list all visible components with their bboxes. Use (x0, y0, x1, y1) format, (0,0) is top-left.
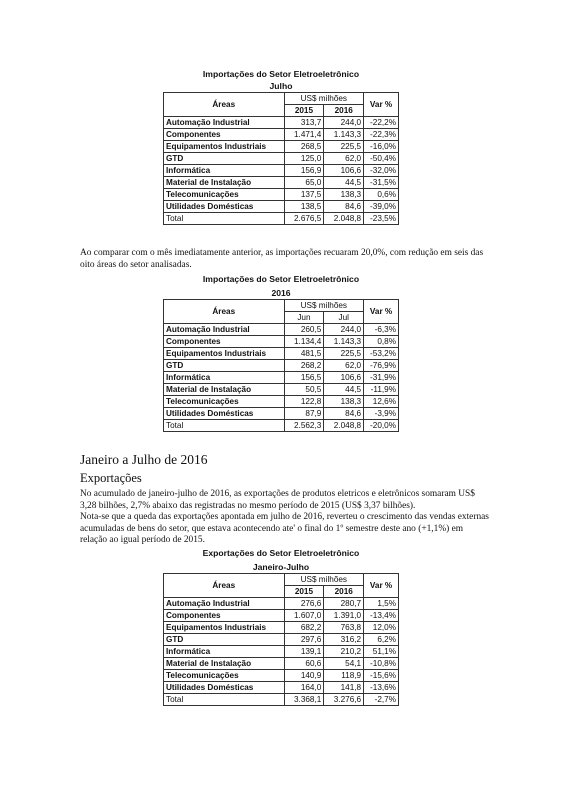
table-cell-value: 244,0 (324, 324, 364, 336)
table-cell-var: -2,7% (364, 694, 399, 706)
paragraph-imports-comparison (80, 248, 490, 271)
table-cell-value: 139,1 (284, 646, 324, 658)
table-cell-value: 682,2 (284, 622, 324, 634)
table-cell-var: -31,5% (364, 177, 399, 189)
table-cell-area: GTD (164, 634, 285, 646)
table-cell-var: -20,0% (364, 420, 399, 432)
table-cell-value: 210,2 (324, 646, 364, 658)
table-cell-value: 1.391,0 (324, 610, 364, 622)
imports-july-table-block (163, 68, 399, 225)
table-cell-value: 84,6 (324, 408, 364, 420)
table-cell-value: 1.134,4 (284, 336, 324, 348)
table-row (164, 682, 399, 694)
table-cell-value: 62,0 (324, 153, 364, 165)
table-cell-value: 138,3 (324, 189, 364, 201)
table-cell-value: 225,5 (324, 348, 364, 360)
table-cell-var: 12,6% (364, 396, 399, 408)
exports-jan-jul-table-block (163, 547, 399, 706)
table-total-row (164, 420, 399, 432)
table-cell-value: 54,1 (324, 658, 364, 670)
table-cell-value: 313,7 (284, 117, 324, 129)
table-total-row (164, 213, 399, 225)
table-cell-value: 1.143,3 (324, 336, 364, 348)
table-cell-area: Automação Industrial (164, 324, 285, 336)
table-cell-value: 118,9 (324, 670, 364, 682)
table-cell-area: Total (164, 420, 285, 432)
table-cell-var: -32,0% (364, 165, 399, 177)
column-header-group: US$ milhões (284, 574, 364, 586)
table-cell-var: -39,0% (364, 201, 399, 213)
column-header-a: 2015 (284, 105, 324, 117)
table-cell-area: Material de Instalação (164, 384, 285, 396)
table-cell-value: 106,6 (324, 372, 364, 384)
table-cell-var: -76,9% (364, 360, 399, 372)
column-header-areas: Áreas (164, 574, 285, 598)
table-cell-area: Equipamentos Industriais (164, 348, 285, 360)
table-cell-value: 106,6 (324, 165, 364, 177)
table-cell-var: 6,2% (364, 634, 399, 646)
table-cell-var: -15,6% (364, 670, 399, 682)
table-row (164, 634, 399, 646)
column-header-b: 2016 (324, 586, 364, 598)
table-cell-value: 244,0 (324, 117, 364, 129)
column-header-a: 2015 (284, 586, 324, 598)
column-header-var: Var % (364, 300, 399, 324)
table-row (164, 324, 399, 336)
paragraph-text: No acumulado de janeiro-julho de 2016, as exportações de produtos eletricos e eletrônicos somaram US$ 3,28 bilhões, 2,7% abaixo das registradas no mesmo período de 2015 (US$ 3,37 bilhões). (80, 489, 475, 511)
table-cell-area: Material de Instalação (164, 658, 285, 670)
table-title: Importações do Setor Eletroeletrônico (202, 69, 360, 79)
column-header-a: Jun (284, 312, 324, 324)
column-header-group: US$ milhões (284, 300, 364, 312)
table-cell-var: -16,0% (364, 141, 399, 153)
table-row (164, 646, 399, 658)
table-row (164, 384, 399, 396)
table-row (164, 658, 399, 670)
table-cell-var: 0,6% (364, 189, 399, 201)
table-cell-var: -53,2% (364, 348, 399, 360)
table-cell-var: -13,4% (364, 610, 399, 622)
table-cell-value: 156,9 (284, 165, 324, 177)
table-cell-area: Informática (164, 646, 285, 658)
table-cell-value: 268,2 (284, 360, 324, 372)
table-cell-var: 1,5% (364, 598, 399, 610)
table-cell-var: -3,9% (364, 408, 399, 420)
table-cell-value: 50,5 (284, 384, 324, 396)
table-cell-area: Equipamentos Industriais (164, 622, 285, 634)
table-row (164, 396, 399, 408)
table-row (164, 622, 399, 634)
table-cell-var: -11,9% (364, 384, 399, 396)
table-row (164, 670, 399, 682)
table-cell-value: 65,0 (284, 177, 324, 189)
table-cell-value: 1.143,3 (324, 129, 364, 141)
table-row (164, 153, 399, 165)
table-cell-value: 125,0 (284, 153, 324, 165)
table-cell-value: 1.607,0 (284, 610, 324, 622)
table-row (164, 141, 399, 153)
table-subtitle: Julho (269, 81, 293, 91)
table-cell-value: 2.676,5 (284, 213, 324, 225)
paragraph-exports (80, 489, 490, 547)
table-cell-value: 137,5 (284, 189, 324, 201)
table-cell-var: -50,4% (364, 153, 399, 165)
table-cell-value: 87,9 (284, 408, 324, 420)
table-cell-value: 2.048,8 (324, 213, 364, 225)
table-cell-area: Componentes (164, 610, 285, 622)
column-header-areas: Áreas (164, 300, 285, 324)
table-cell-area: GTD (164, 153, 285, 165)
table-cell-value: 138,5 (284, 201, 324, 213)
table-cell-value: 84,6 (324, 201, 364, 213)
table-cell-area: Informática (164, 372, 285, 384)
imports-july-table (163, 92, 399, 225)
table-title: Exportações do Setor Eletroeletrônico (202, 548, 360, 558)
table-cell-value: 260,5 (284, 324, 324, 336)
table-row (164, 598, 399, 610)
table-subtitle: 2016 (271, 288, 291, 298)
table-cell-var: -10,8% (364, 658, 399, 670)
table-cell-value: 280,7 (324, 598, 364, 610)
table-cell-value: 60,6 (284, 658, 324, 670)
table-cell-value: 62,0 (324, 360, 364, 372)
table-row (164, 165, 399, 177)
table-row (164, 610, 399, 622)
paragraph-text: Ao comparar com o mês imediatamente anterior, as importações recuaram 20,0%, com redução em seis das oito áreas do setor analisadas. (80, 248, 484, 270)
table-cell-value: 268,5 (284, 141, 324, 153)
table-row (164, 201, 399, 213)
imports-2016-table (163, 299, 399, 432)
table-cell-area: Telecomunicações (164, 396, 285, 408)
table-cell-var: -31,9% (364, 372, 399, 384)
table-cell-value: 276,6 (284, 598, 324, 610)
table-cell-value: 164,0 (284, 682, 324, 694)
table-cell-var: -22,2% (364, 117, 399, 129)
table-cell-area: Telecomunicações (164, 189, 285, 201)
table-cell-area: Componentes (164, 336, 285, 348)
table-cell-area: Material de Instalação (164, 177, 285, 189)
table-cell-area: GTD (164, 360, 285, 372)
table-cell-var: -22,3% (364, 129, 399, 141)
table-row (164, 348, 399, 360)
table-cell-value: 3.276,6 (324, 694, 364, 706)
table-cell-value: 44,5 (324, 177, 364, 189)
table-cell-area: Utilidades Domésticas (164, 201, 285, 213)
table-cell-value: 763,8 (324, 622, 364, 634)
table-cell-value: 316,2 (324, 634, 364, 646)
column-header-group: US$ milhões (284, 93, 364, 105)
column-header-var: Var % (364, 574, 399, 598)
table-cell-value: 156,5 (284, 372, 324, 384)
table-subtitle: Janeiro-Julho (252, 562, 310, 572)
table-cell-value: 141,8 (324, 682, 364, 694)
imports-2016-table-block (163, 273, 399, 432)
table-row (164, 336, 399, 348)
table-cell-area: Total (164, 694, 285, 706)
table-cell-var: -23,5% (364, 213, 399, 225)
table-cell-var: 12,0% (364, 622, 399, 634)
table-cell-area: Automação Industrial (164, 117, 285, 129)
column-header-var: Var % (364, 93, 399, 117)
table-total-row (164, 694, 399, 706)
table-cell-value: 481,5 (284, 348, 324, 360)
paragraph-text: Nota-se que a queda das exportações apontada em julho de 2016, reverteu o crescimento das vendas externas acumuladas de bens do setor, que estava acontecendo ate' o final do 1º semestre deste ano (+1,1%) em relação ao igual período de 2015. (80, 512, 489, 545)
section-heading: Janeiro a Julho de 2016 (80, 452, 208, 467)
subsection-heading: Exportações (80, 471, 142, 485)
table-cell-value: 225,5 (324, 141, 364, 153)
table-row (164, 372, 399, 384)
table-cell-value: 297,6 (284, 634, 324, 646)
table-cell-value: 44,5 (324, 384, 364, 396)
table-row (164, 360, 399, 372)
exports-jan-jul-table (163, 573, 399, 706)
column-header-b: Jul (324, 312, 364, 324)
table-cell-value: 2.048,8 (324, 420, 364, 432)
table-cell-var: -6,3% (364, 324, 399, 336)
column-header-areas: Áreas (164, 93, 285, 117)
table-row (164, 177, 399, 189)
table-cell-value: 3.368,1 (284, 694, 324, 706)
table-cell-area: Equipamentos Industriais (164, 141, 285, 153)
table-row (164, 129, 399, 141)
table-cell-area: Utilidades Domésticas (164, 682, 285, 694)
table-cell-area: Total (164, 213, 285, 225)
table-cell-area: Informática (164, 165, 285, 177)
table-cell-var: 0,8% (364, 336, 399, 348)
table-cell-area: Automação Industrial (164, 598, 285, 610)
table-cell-value: 122,8 (284, 396, 324, 408)
table-title: Importações do Setor Eletroeletrônico (202, 274, 360, 284)
table-row (164, 189, 399, 201)
table-cell-value: 1.471,4 (284, 129, 324, 141)
table-cell-area: Telecomunicações (164, 670, 285, 682)
table-row (164, 117, 399, 129)
table-cell-var: 51,1% (364, 646, 399, 658)
table-cell-area: Componentes (164, 129, 285, 141)
table-cell-value: 138,3 (324, 396, 364, 408)
column-header-b: 2016 (324, 105, 364, 117)
table-cell-value: 2.562,3 (284, 420, 324, 432)
table-cell-var: -13,6% (364, 682, 399, 694)
table-cell-value: 140,9 (284, 670, 324, 682)
table-row (164, 408, 399, 420)
table-cell-area: Utilidades Domésticas (164, 408, 285, 420)
